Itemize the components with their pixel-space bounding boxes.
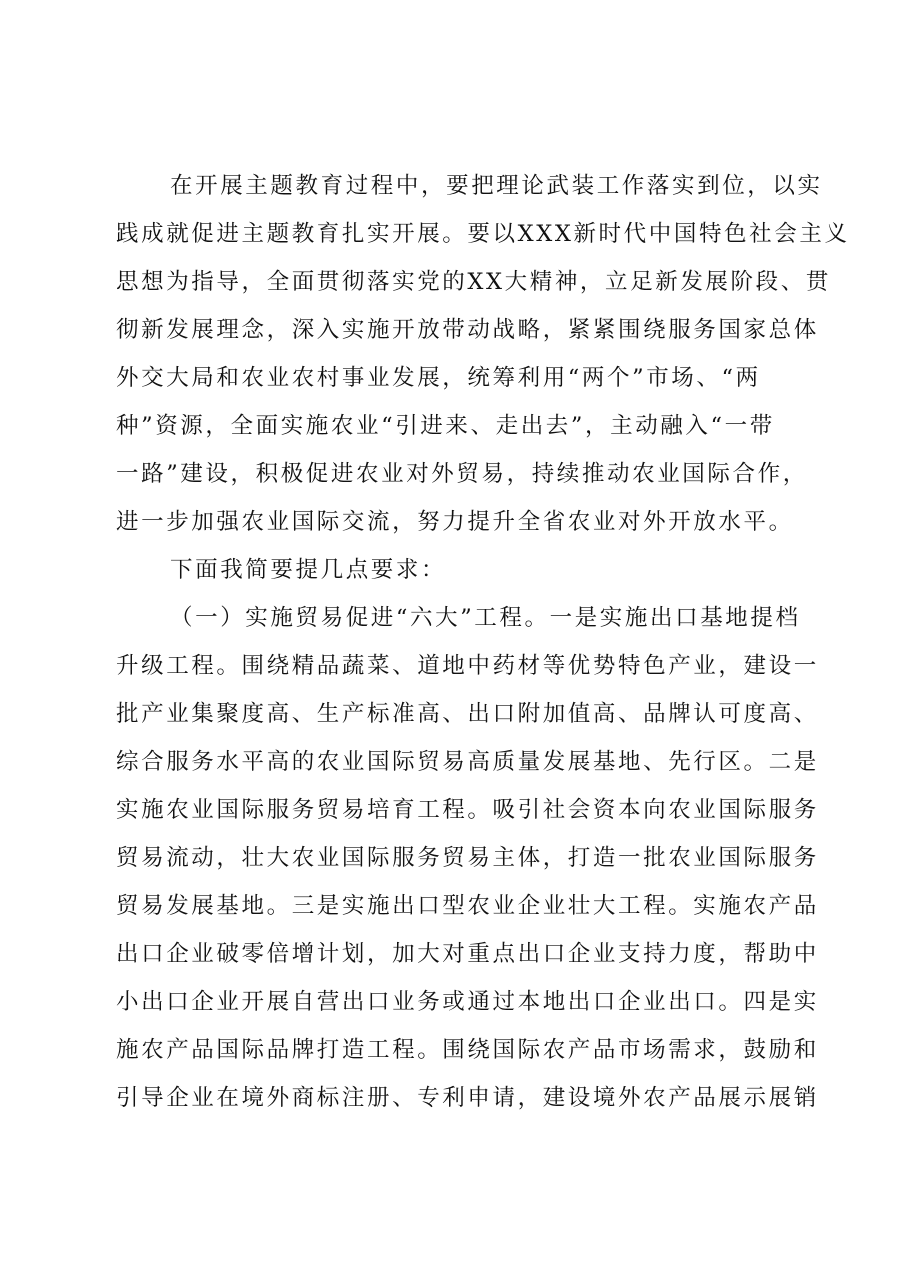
text-line: 施农产品国际品牌打造工程。围绕国际农产品市场需求，鼓励和: [116, 1037, 819, 1063]
text-line: 下面我简要提几点要求：: [170, 557, 447, 583]
text-line: 批产业集聚度高、生产标准高、出口附加值高、品牌认可度高、: [116, 701, 819, 727]
text-line: 彻新发展理念，深入实施开放带动战略，紧紧围绕服务国家总体: [116, 317, 819, 343]
text-line: 综合服务水平高的农业国际贸易高质量发展基地、先行区。二是: [116, 749, 819, 775]
text-line: 实施农业国际服务贸易培育工程。吸引社会资本向农业国际服务: [116, 797, 819, 823]
text-line: 贸易流动，壮大农业国际服务贸易主体，打造一批农业国际服务: [116, 845, 819, 871]
text-line: 升级工程。围绕精品蔬菜、道地中药材等优势特色产业，建设一: [116, 653, 819, 679]
text-line: 外交大局和农业农村事业发展，统筹利用“两个”市场、“两: [116, 365, 761, 391]
text-line: 进一步加强农业国际交流，努力提升全省农业对外开放水平。: [116, 509, 794, 535]
text-line: 出口企业破零倍增计划，加大对重点出口企业支持力度，帮助中: [116, 941, 819, 967]
document-body: [116, 162, 850, 1122]
text-line: 引导企业在境外商标注册、专利申请，建设境外农产品展示展销: [116, 1085, 819, 1111]
text-line: 思想为指导，全面贯彻落实党的XX大精神，立足新发展阶段、贯: [116, 269, 831, 295]
text-line: 一路”建设，积极促进农业对外贸易，持续推动农业国际合作，: [116, 461, 808, 487]
text-line: （一）实施贸易促进“六大”工程。一是实施出口基地提档: [170, 605, 801, 631]
text-line: 践成就促进主题教育扎实开展。要以XXX新时代中国特色社会主义: [116, 221, 850, 247]
text-line: 贸易发展基地。三是实施出口型农业企业壮大工程。实施农产品: [116, 893, 819, 919]
text-line: 在开展主题教育过程中，要把理论武装工作落实到位，以实: [170, 173, 823, 199]
text-line: 小出口企业开展自营出口业务或通过本地出口企业出口。四是实: [116, 989, 819, 1015]
text-line: 种”资源，全面实施农业“引进来、走出去”，主动融入“一带: [116, 413, 775, 439]
